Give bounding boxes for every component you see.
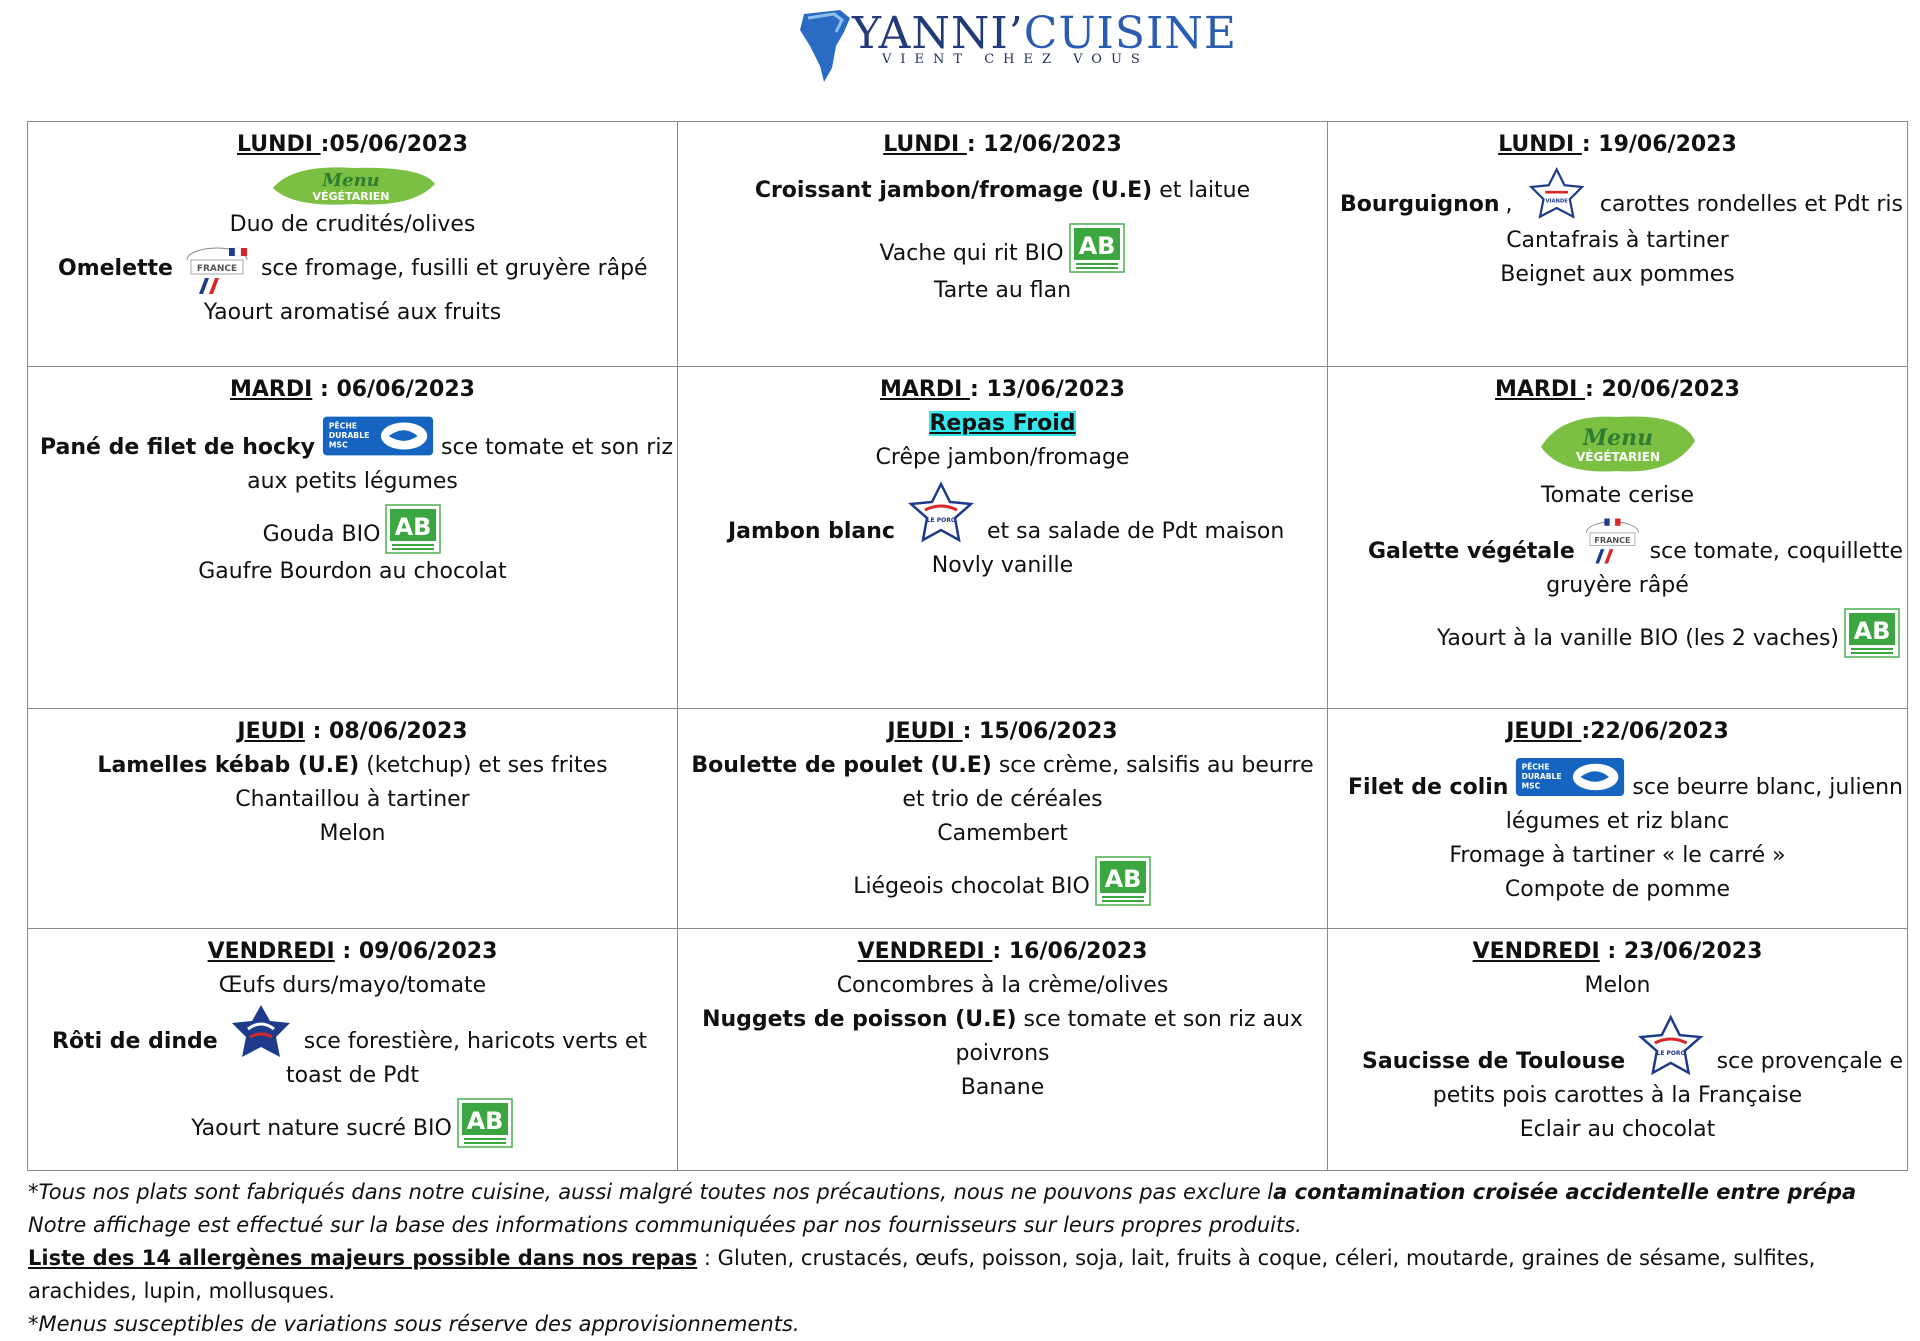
svg-text:VÉGÉTARIEN: VÉGÉTARIEN (1575, 450, 1660, 464)
main-dish-row: Croissant jambon/fromage (U.E) et laitue (754, 178, 1251, 203)
le-porc-francais-icon (1631, 1013, 1710, 1077)
svg-text:LE PORC: LE PORC (926, 517, 956, 524)
cell-vendredi-16 (678, 929, 1328, 1171)
menu-table (27, 121, 1908, 1171)
main-dish-row (1332, 513, 1903, 569)
day-header: JEUDI :22/06/2023 (1506, 719, 1729, 744)
main-dish-row: Nuggets de poisson (U.E) sce tomate et son riz aux (702, 1007, 1303, 1032)
menu-line: gruyère râpé (1546, 573, 1689, 598)
menu-line: Eclair au chocolat (1519, 1117, 1716, 1142)
bio-item: Gouda BIO (262, 522, 381, 547)
svg-text:FRANCE: FRANCE (1594, 534, 1631, 545)
svg-text:VÉGÉTARIEN: VÉGÉTARIEN (311, 190, 390, 203)
main-dish: Omelette (58, 256, 173, 281)
ab-bio-icon (384, 499, 442, 555)
main-dish: Galette végétale (1368, 539, 1575, 564)
ab-bio-icon (1843, 603, 1901, 659)
bio-row (32, 499, 673, 555)
menu-line: Beignet aux pommes (1500, 262, 1735, 287)
cell-vendredi-09 (28, 929, 678, 1171)
cell-vendredi-23 (1328, 929, 1908, 1171)
main-dish-row (32, 407, 673, 465)
svg-text:AB: AB (1853, 617, 1891, 645)
table-row-jeudi (28, 709, 1908, 929)
cell-lundi-05 (28, 122, 678, 367)
footer-line-4: arachides, lupin, mollusques. (28, 1279, 335, 1303)
origine-france-icon (179, 242, 255, 296)
main-dish-detail: sce fromage, fusilli et gruyère râpé (260, 256, 648, 281)
day-header: JEUDI : 08/06/2023 (237, 719, 468, 744)
ab-bio-icon (1094, 851, 1152, 907)
svg-text:DURABLE: DURABLE (1522, 771, 1562, 781)
menu-line: Tarte au flan (933, 278, 1072, 303)
menu-line: poivrons (955, 1041, 1050, 1066)
allergen-list: : Gluten, crustacés, œufs, poisson, soja, lait, fruits à coque, céleri, moutarde, graines de sésame, sulfites, (697, 1246, 1816, 1270)
main-dish-row (682, 475, 1323, 549)
viande-bovine-francaise-icon (1519, 164, 1594, 224)
allergen-title: Liste des 14 allergènes majeurs possible dans nos repas (28, 1246, 698, 1270)
africa-map-icon (798, 6, 858, 84)
menu-line: Duo de crudités/olives (229, 212, 476, 237)
svg-text:MSC: MSC (1522, 781, 1541, 791)
ab-bio-icon (1068, 218, 1126, 274)
menu-line: Camembert (937, 821, 1068, 846)
day-header: MARDI : 20/06/2023 (1495, 377, 1740, 402)
svg-text:VIANDE: VIANDE (1544, 198, 1568, 205)
highlight-row (682, 407, 1323, 441)
main-dish: Pané de filet de hocky (40, 435, 316, 460)
bio-row (682, 218, 1323, 274)
menu-line: légumes et riz blanc (1505, 809, 1730, 834)
menu-line: Œufs durs/mayo/tomate (218, 973, 487, 998)
footer-line-5: *Menus susceptibles de variations sous réserve des approvisionnements. (28, 1312, 800, 1336)
footer-notes (28, 1176, 1908, 1341)
origine-france-icon (1581, 514, 1644, 568)
menu-line: Crêpe jambon/fromage (875, 445, 1130, 470)
main-dish-detail: sce provençale e (1716, 1049, 1903, 1074)
menu-line: Melon (319, 821, 386, 846)
main-dish-detail: sce tomate et son riz (441, 435, 673, 460)
main-dish-detail: carottes rondelles et Pdt ris (1599, 192, 1903, 217)
svg-text:AB: AB (1104, 865, 1142, 893)
menu-line: Concombres à la crème/olives (836, 973, 1169, 998)
menu-line: Fromage à tartiner « le carré » (1449, 843, 1786, 868)
main-dish-detail: et sa salade de Pdt maison (986, 519, 1285, 544)
msc-peche-durable-icon (1514, 755, 1626, 799)
main-dish-detail: sce beurre blanc, julienn (1632, 775, 1903, 800)
main-dish-detail: sce forestière, haricots verts et (303, 1029, 648, 1054)
main-dish: Rôti de dinde (52, 1029, 218, 1054)
allergen-line (28, 1242, 1908, 1275)
cell-jeudi-08 (28, 709, 678, 929)
footer-line-1: *Tous nos plats sont fabriqués dans notre cuisine, aussi malgré toutes nos précautions, nous ne pouvons pas exclure la contamination croisée accidentelle entre prépa (28, 1180, 1857, 1204)
menu-line: et trio de céréales (902, 787, 1103, 812)
menu-line: Tomate cerise (1540, 483, 1694, 508)
menu-line: Banane (960, 1075, 1045, 1100)
menu-line: Gaufre Bourdon au chocolat (198, 559, 507, 584)
main-dish: Jambon blanc (728, 519, 895, 544)
cell-lundi-12 (678, 122, 1328, 367)
day-header: VENDREDI : 16/06/2023 (857, 939, 1148, 964)
repas-froid-label: Repas Froid (929, 411, 1076, 436)
ab-bio-icon (456, 1093, 514, 1149)
day-header: JEUDI : 15/06/2023 (887, 719, 1118, 744)
main-dish-row (32, 1003, 673, 1059)
bio-row (32, 1093, 673, 1149)
main-dish: Filet de colin (1348, 775, 1509, 800)
bio-item: Yaourt à la vanille BIO (les 2 vaches) (1436, 626, 1839, 651)
svg-text:AB: AB (466, 1107, 504, 1135)
day-header: LUNDI : 12/06/2023 (883, 132, 1122, 157)
table-row-mardi (28, 367, 1908, 709)
main-dish-row (1332, 1011, 1903, 1079)
brand-name: YANNI’CUISINE (852, 8, 1238, 59)
menu-line: aux petits légumes (247, 469, 458, 494)
bio-item: Vache qui rit BIO (879, 241, 1064, 266)
day-header: MARDI : 06/06/2023 (230, 377, 475, 402)
main-dish-row: Boulette de poulet (U.E) sce crème, salsifis au beurre (691, 753, 1314, 778)
main-dish-detail: sce tomate, coquillette (1649, 539, 1903, 564)
svg-text:PÊCHE: PÊCHE (1522, 762, 1550, 772)
footer-line-2: Notre affichage est effectué sur la base des informations communiquées par nos fournisseurs sur leurs propres produits. (28, 1213, 1302, 1237)
menu-line: Chantaillou à tartiner (235, 787, 470, 812)
main-dish-row (1332, 749, 1903, 805)
main-dish-row: Lamelles kébab (U.E) (ketchup) et ses frites (97, 753, 608, 778)
cell-mardi-13 (678, 367, 1328, 709)
vegetarian-badge (1332, 407, 1903, 479)
day-header: MARDI : 13/06/2023 (880, 377, 1125, 402)
cell-jeudi-15 (678, 709, 1328, 929)
bio-item: Yaourt nature sucré BIO (191, 1116, 452, 1141)
svg-text:AB: AB (1078, 232, 1115, 260)
svg-text:PÊCHE: PÊCHE (328, 421, 358, 431)
logo (790, 4, 1238, 84)
svg-text:LE PORC: LE PORC (1656, 1049, 1686, 1057)
main-dish-row (32, 242, 673, 296)
le-porc-francais-icon (901, 480, 981, 544)
cell-lundi-19 (1328, 122, 1908, 367)
bio-row (682, 851, 1323, 907)
vegetarian-badge (32, 162, 673, 208)
menu-line: Melon (1584, 973, 1651, 998)
table-row-vendredi (28, 929, 1908, 1171)
svg-text:AB: AB (394, 513, 432, 541)
menu-line: toast de Pdt (286, 1063, 419, 1088)
main-dish-row: Bourguignon , VIANDE carottes rondelles et Pdt ris (1332, 164, 1903, 224)
table-row-lundi (28, 122, 1908, 367)
menu-line: Cantafrais à tartiner (1506, 228, 1729, 253)
day-header: VENDREDI : 23/06/2023 (1472, 939, 1763, 964)
svg-text:FRANCE: FRANCE (196, 264, 238, 274)
day-header: VENDREDI : 09/06/2023 (207, 939, 498, 964)
svg-text:Menu: Menu (1582, 425, 1653, 451)
day-header: LUNDI :05/06/2023 (237, 132, 468, 157)
brand-tagline: VIENT CHEZ VOUS (882, 52, 1149, 67)
day-header: LUNDI : 19/06/2023 (1498, 132, 1737, 157)
menu-line: Yaourt aromatisé aux fruits (203, 300, 502, 325)
main-dish: Saucisse de Toulouse (1362, 1049, 1626, 1074)
svg-text:Menu: Menu (321, 170, 380, 191)
main-dish: Bourguignon (1340, 192, 1500, 217)
bio-item: Liégeois chocolat BIO (853, 874, 1090, 899)
cell-mardi-06 (28, 367, 678, 709)
msc-peche-durable-icon (321, 414, 435, 458)
bio-row (1332, 603, 1903, 659)
cell-mardi-20 (1328, 367, 1908, 709)
svg-text:MSC: MSC (328, 440, 348, 450)
menu-line: Novly vanille (931, 553, 1074, 578)
svg-text:DURABLE: DURABLE (328, 430, 370, 440)
leaf-icon (1533, 407, 1703, 479)
menu-line: petits pois carottes à la Française (1432, 1083, 1803, 1108)
volaille-francaise-icon (224, 1003, 298, 1059)
cell-jeudi-22 (1328, 709, 1908, 929)
leaf-icon (263, 162, 443, 210)
menu-line: Compote de pomme (1504, 877, 1731, 902)
